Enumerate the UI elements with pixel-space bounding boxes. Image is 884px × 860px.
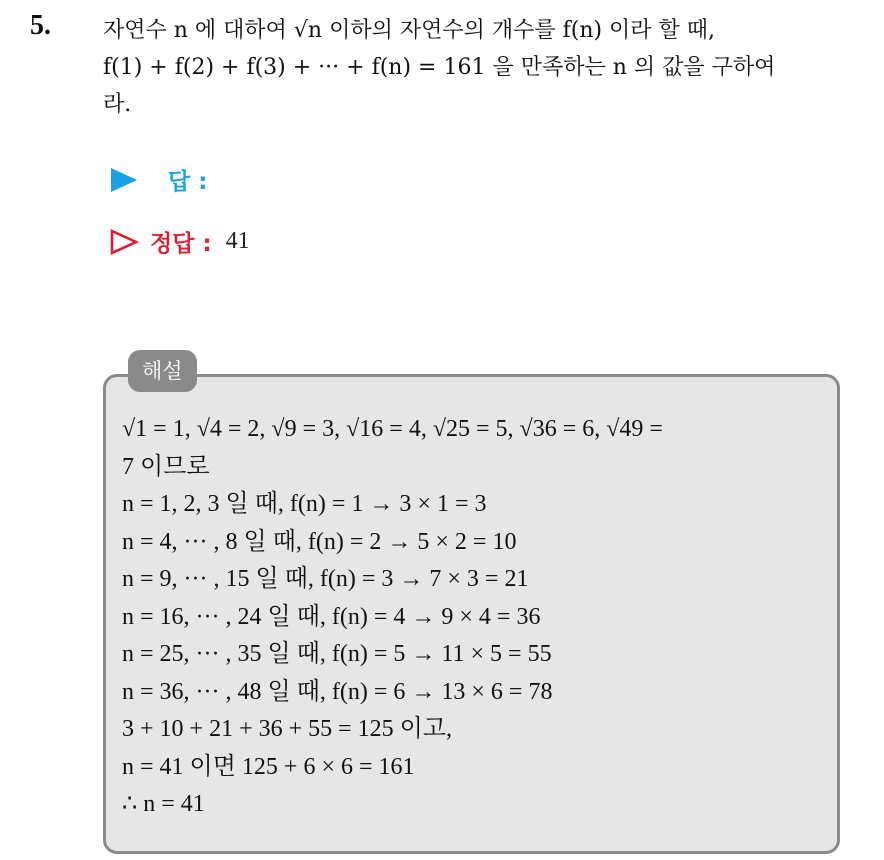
solution-line: 3 + 10 + 21 + 36 + 55 = 125 이고, [122, 716, 453, 742]
solution-line: ∴ n = 41 [122, 791, 205, 817]
correct-answer-label: 정답 : [150, 231, 212, 257]
play-outline-icon [108, 228, 140, 256]
answer-label: 답 : [168, 169, 208, 195]
solution-line: 7 이므로 [122, 453, 210, 480]
solution-line: n = 1, 2, 3 일 때, f(n) = 1 → 3 × 1 = 3 [122, 491, 487, 517]
solution-line: n = 41 이면 125 + 6 × 6 = 161 [122, 753, 415, 780]
solution-text [122, 411, 663, 824]
question-line: 라. [103, 92, 132, 117]
question-text [103, 12, 863, 123]
correct-answer-value: 41 [225, 228, 250, 254]
correct-answer-row [108, 225, 250, 258]
solution-line: n = 9, ··· , 15 일 때, f(n) = 3 → 7 × 3 = 21 [122, 566, 529, 592]
solution-tab: 해설 [128, 350, 197, 392]
solution-line: n = 4, ··· , 8 일 때, f(n) = 2 → 5 × 2 = 10 [122, 528, 517, 555]
question-number: 5. [30, 10, 51, 41]
answer-row [108, 163, 207, 196]
question-line: f(1) + f(2) + f(3) + ··· + f(n) = 161 을 만족하는 n 의 값을 구하여 [103, 55, 776, 80]
solution-line: n = 36, ··· , 48 일 때, f(n) = 6 → 13 × 6 = 78 [122, 678, 553, 705]
solution-line: n = 16, ··· , 24 일 때, f(n) = 4 → 9 × 4 = 36 [122, 603, 541, 630]
question-line: 자연수 n 에 대하여 √n 이하의 자연수의 개수를 f(n) 이라 할 때, [103, 18, 716, 43]
solution-line: √1 = 1, √4 = 2, √9 = 3, √16 = 4, √25 = 5, √36 = 6, √49 = [122, 416, 663, 442]
solution-line: n = 25, ··· , 35 일 때, f(n) = 5 → 11 × 5 = 55 [122, 641, 552, 667]
play-icon [108, 166, 140, 194]
